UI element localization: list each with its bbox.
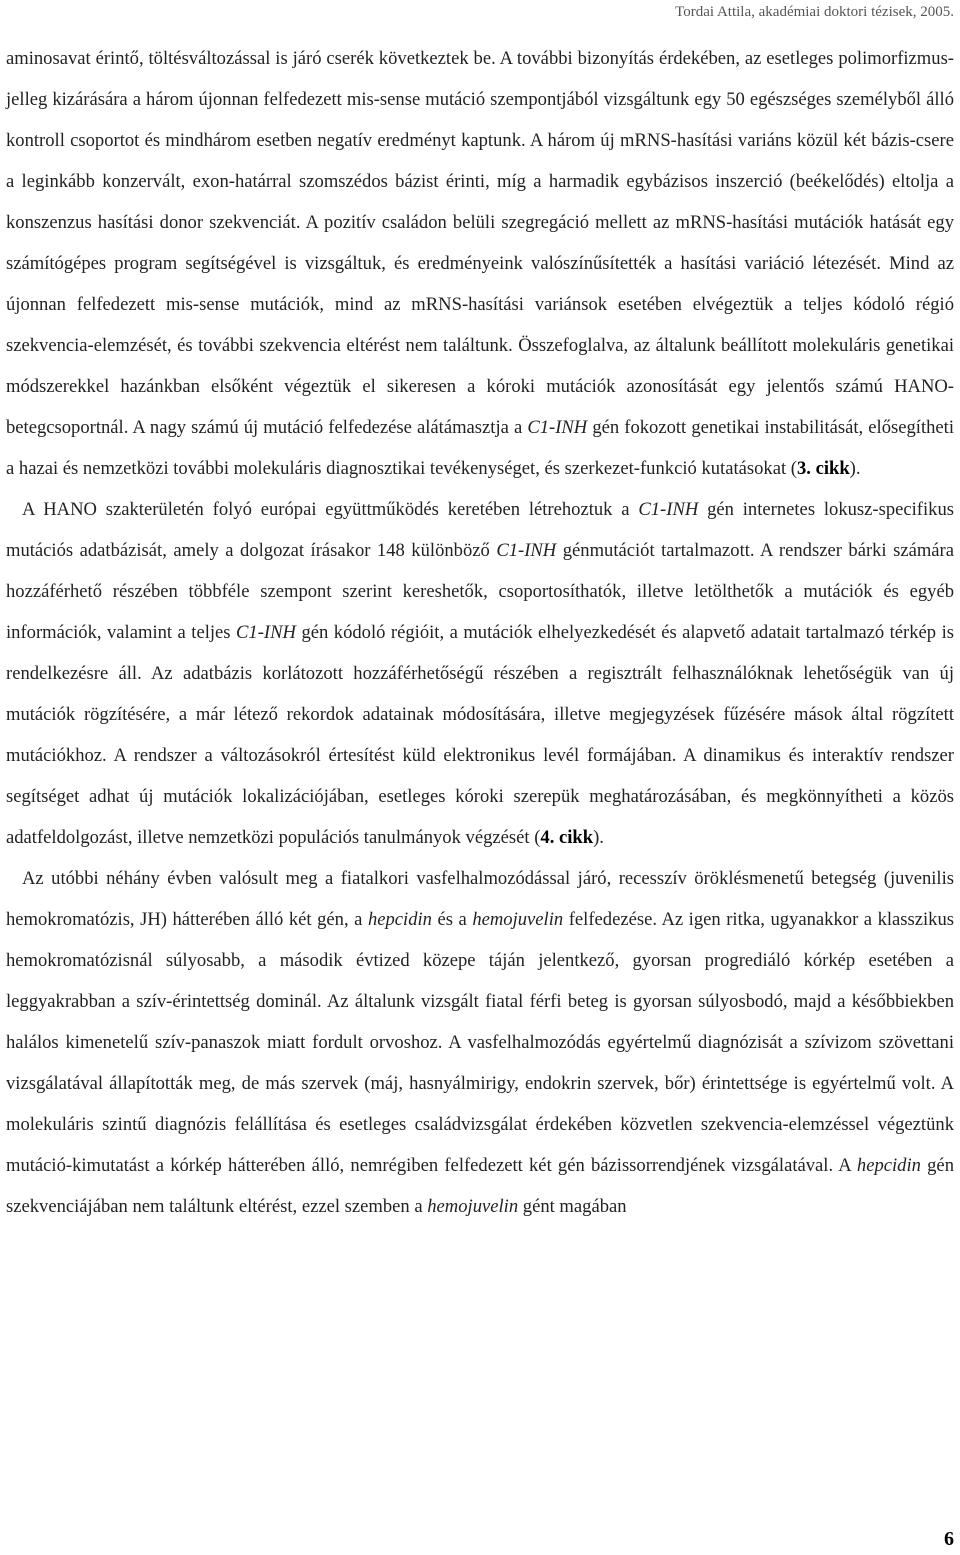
document-body [6,38,954,1227]
paragraph-mutation-analysis [6,38,954,489]
italic-term: hepcidin [856,1155,921,1176]
paragraph-mutation-database [6,489,954,858]
italic-term: C1-INH [496,540,557,561]
text-run: gén fokozott genetikai instabilitását, elősegítheti a hazai és nemzetközi további molekuláris diagnosztikai tevékenységet, és szerkezet-funkció kutatásokat ( [6,417,954,479]
text-run: A HANO szakterületén folyó európai együttműködés keretében létrehoztuk a [22,499,639,520]
italic-term: C1-INH [236,622,296,643]
italic-term: hemojuvelin [472,909,564,930]
text-run: gén szekvenciájában nem találtunk eltérést, ezzel szemben a [6,1155,954,1217]
text-run: aminosavat érintő, töltésváltozással is járó cserék következtek be. A további bizonyítás érdekében, az esetleges polimorfizmus-jelleg kizárására a három újonnan felfedezett mis-sense mutáció szempontjából vizsgáltunk egy 50 egészséges személyből álló kontroll csoportot és mindhárom esetben negatív eredményt kaptunk. A három új mRNS-hasítási variáns közül két bázis-csere a leginkább konzervált, exon-határral szomszédos bázist érinti, míg a harmadik egybázisos inszerció (beékelődés) eltolja a konszenzus hasítási donor szekvenciát. A pozitív családon belüli szegregáció mellett az mRNS-hasítási mutációk hatását egy számítógépes program segítségével is vizsgáltuk, és eredményeink valószínűsítették a hasítási variáció létezését. Mind az újonnan felfedezett mis-sense mutációk, mind az mRNS-hasítási variánsok esetében elvégeztük a teljes kódoló régió szekvencia-elemzését, és további szekvencia eltérést nem találtunk. Összefoglalva, az általunk beállított molekuláris genetikai módszerekkel hazánkban elsőként végeztük el sikeresen a kóroki mutációk azonosítását egy jelentős számú HANO-betegcsoportnál. A nagy számú új mutáció felfedezése alátámasztja a [6,48,954,438]
italic-term: C1-INH [638,499,699,520]
italic-term: hemojuvelin [427,1196,519,1217]
text-run: génmutációt tartalmazott. A rendszer bárki számára hozzáférhető részében többféle szempont szerint kereshetők, csoportosíthatók, illetve letölthetők a mutációk és egyéb információk, valamint a teljes [6,540,954,643]
italic-term: C1-INH [527,417,588,438]
running-header: Tordai Attila, akadémiai doktori tézisek, 2005. [675,4,954,20]
text-run: gén internetes lokusz-specifikus mutációs adatbázisát, amely a dolgozat írásakor 148 különböző [6,499,954,561]
text-run: felfedezése. Az igen ritka, ugyanakkor a klasszikus hemokromatózisnál súlyosabb, a második évtized közepe táján jelentkező, gyorsan progrediáló kórkép esetében a leggyakrabban a szív-érintettség dominál. Az általunk vizsgált fiatal férfi beteg is gyorsan súlyosbodó, majd a későbbiekben halálos kimenetelű szív-panaszok miatt fordult orvoshoz. A vasfelhalmozódás egyértelmű diagnózisát a szívizom szövettani vizsgálatával állapították meg, de más szervek (máj, hasnyálmirigy, endokrin szervek, bőr) érintettsége is egyértelmű volt. A molekuláris szintű diagnózis felállítása és esetleges családvizsgálat érdekében közvetlen szekvencia-elemzéssel végeztünk mutáció-kimutatást a kórkép hátterében álló, nemrégiben felfedezett két gén bázissorrendjének vizsgálatával. A [6,909,955,1176]
text-run: gén kódoló régióit, a mutációk elhelyezkedését és alapvető adatait tartalmazó térkép is rendelkezésre áll. Az adatbázis korlátozott hozzáférhetőségű részében a regisztrált felhasználóknak lehetőségük van új mutációk rögzítésére, a már létező rekordok adatainak módosítására, illetve megjegyzések fűzésére mások által rögzített mutációkhoz. A rendszer a változásokról értesítést küld elektronikus levél formájában. A dinamikus és interaktív rendszer segítséget adhat új mutációk lokalizációjában, esetleges kóroki szerepük meghatározásában, és megkönnyítheti a közös adatfeldolgozást, illetve nemzetközi populációs tanulmányok végzését ( [6,622,954,848]
paragraph-juvenile-hemochromatosis [6,858,954,1227]
italic-term: hepcidin [367,909,432,930]
text-run: ). [593,827,604,848]
article-reference: 3. cikk [796,458,850,479]
page-number: 6 [944,1528,954,1550]
text-run: Az utóbbi néhány évben valósult meg a fiatalkori vasfelhalmozódással járó, recesszív öröklésmenetű betegség (juvenilis hemokromatózis, JH) hátterében álló két gén, a [6,868,954,930]
text-run: gént magában [518,1196,627,1217]
text-run: és a [431,909,473,930]
article-reference: 4. cikk [540,827,594,848]
text-run: ). [849,458,861,479]
